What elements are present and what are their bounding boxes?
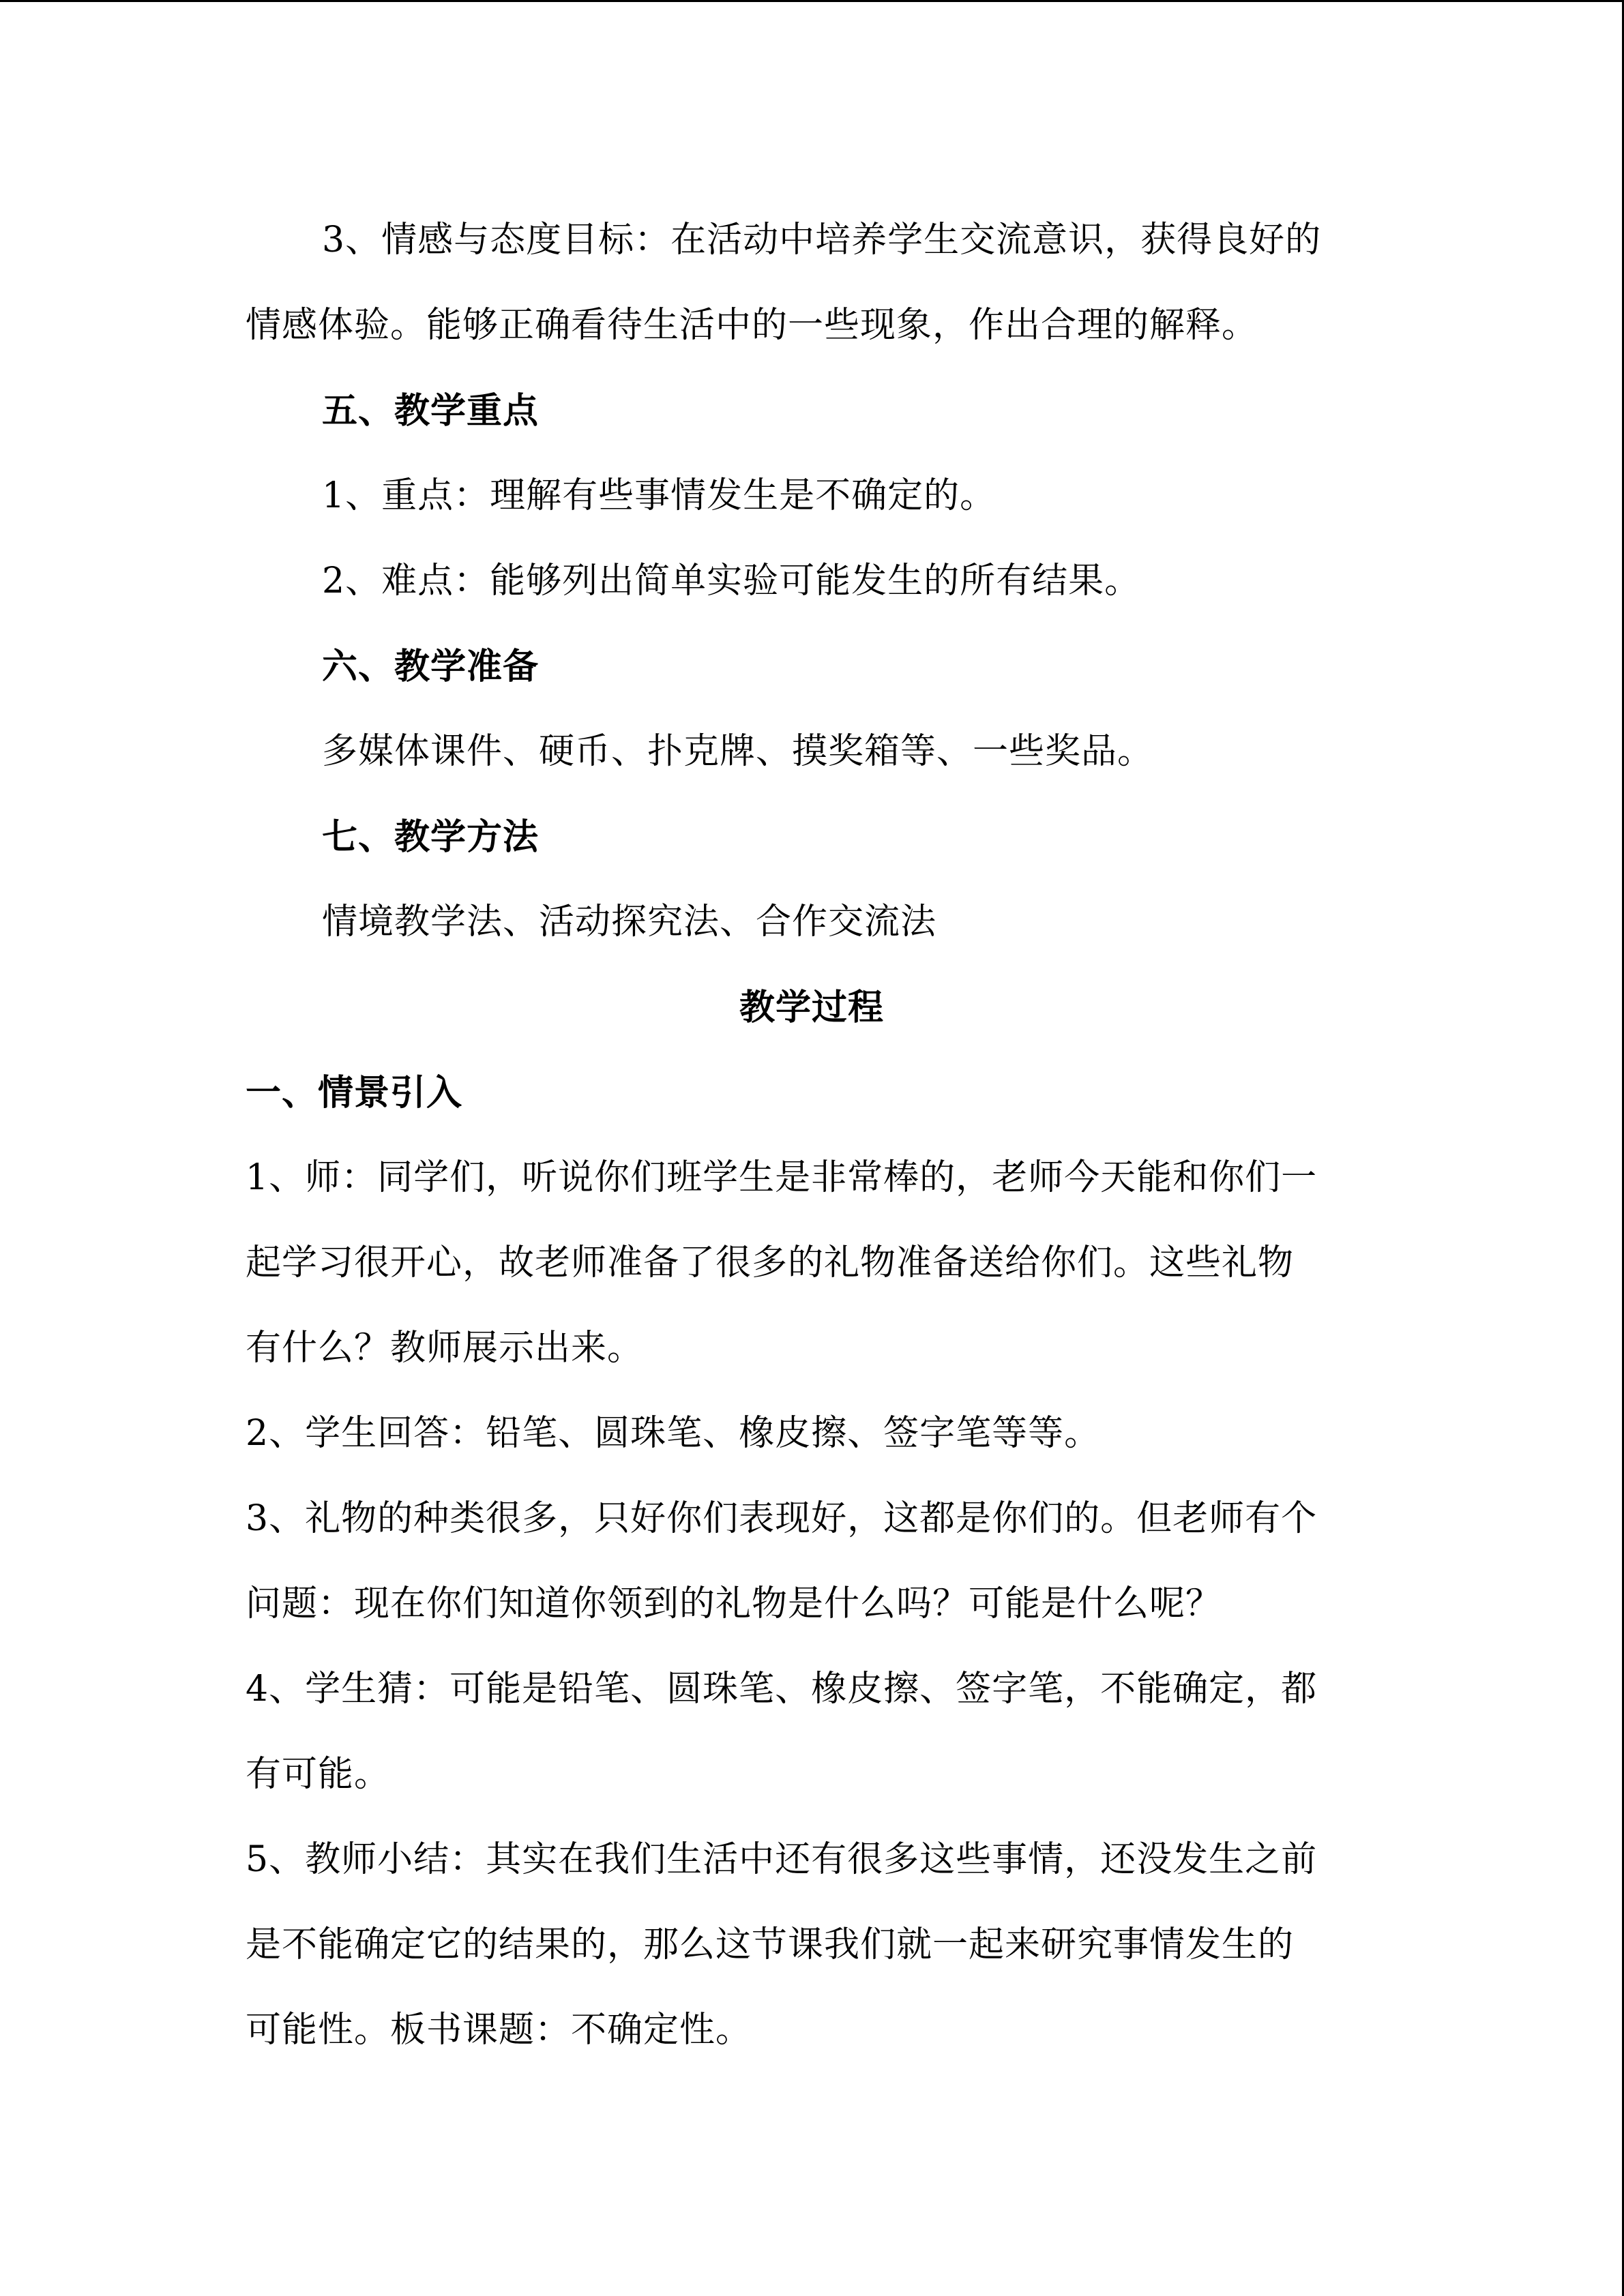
section-heading-preparation: 六、教学准备 bbox=[322, 646, 540, 687]
paragraph-line: 4、学生猜：可能是铅笔、圆珠笔、橡皮擦、签字笔，不能确定，都 bbox=[246, 1669, 1318, 1710]
paragraph-line: 可能性。板书课题：不确定性。 bbox=[246, 2010, 752, 2051]
paragraph-line: 是不能确定它的结果的，那么这节课我们就一起来研究事情发生的 bbox=[246, 1924, 1295, 1965]
paragraph-line: 5、教师小结：其实在我们生活中还有很多这些事情，还没发生之前 bbox=[246, 1839, 1318, 1880]
page-top-border bbox=[0, 0, 1624, 2]
paragraph-line: 有什么？教师展示出来。 bbox=[246, 1328, 644, 1369]
paragraph-line: 问题：现在你们知道你领到的礼物是什么吗？可能是什么呢？ bbox=[246, 1583, 1222, 1624]
preparation-text: 多媒体课件、硬币、扑克牌、摸奖箱等、一些奖品。 bbox=[322, 731, 1154, 772]
key-point-item: 1、重点：理解有些事情发生是不确定的。 bbox=[322, 475, 996, 516]
paragraph-line: 有可能。 bbox=[246, 1754, 391, 1795]
section-heading-methods: 七、教学方法 bbox=[322, 816, 540, 858]
difficult-point-item: 2、难点：能够列出简单实验可能发生的所有结果。 bbox=[322, 561, 1141, 601]
paragraph-line: 起学习很开心，故老师准备了很多的礼物准备送给你们。这些礼物 bbox=[246, 1242, 1295, 1283]
paragraph-line: 3、礼物的种类很多，只好你们表现好，这都是你们的。但老师有个 bbox=[246, 1498, 1318, 1539]
section-heading-key-points: 五、教学重点 bbox=[322, 390, 540, 432]
document-page bbox=[246, 198, 1378, 2073]
objective-3-line-1: 3、情感与态度目标：在活动中培养学生交流意识，获得良好的 bbox=[322, 220, 1322, 260]
objective-3-line-2: 情感体验。能够正确看待生活中的一些现象，作出合理的解释。 bbox=[246, 305, 1258, 346]
paragraph-line: 1、师：同学们，听说你们班学生是非常棒的，老师今天能和你们一 bbox=[246, 1157, 1318, 1198]
methods-text: 情境教学法、活动探究法、合作交流法 bbox=[322, 901, 937, 942]
teaching-process-title: 教学过程 bbox=[739, 987, 884, 1028]
paragraph-line: 2、学生回答：铅笔、圆珠笔、橡皮擦、签字笔等等。 bbox=[246, 1413, 1101, 1454]
section-heading-introduction: 一、情景引入 bbox=[246, 1072, 463, 1114]
